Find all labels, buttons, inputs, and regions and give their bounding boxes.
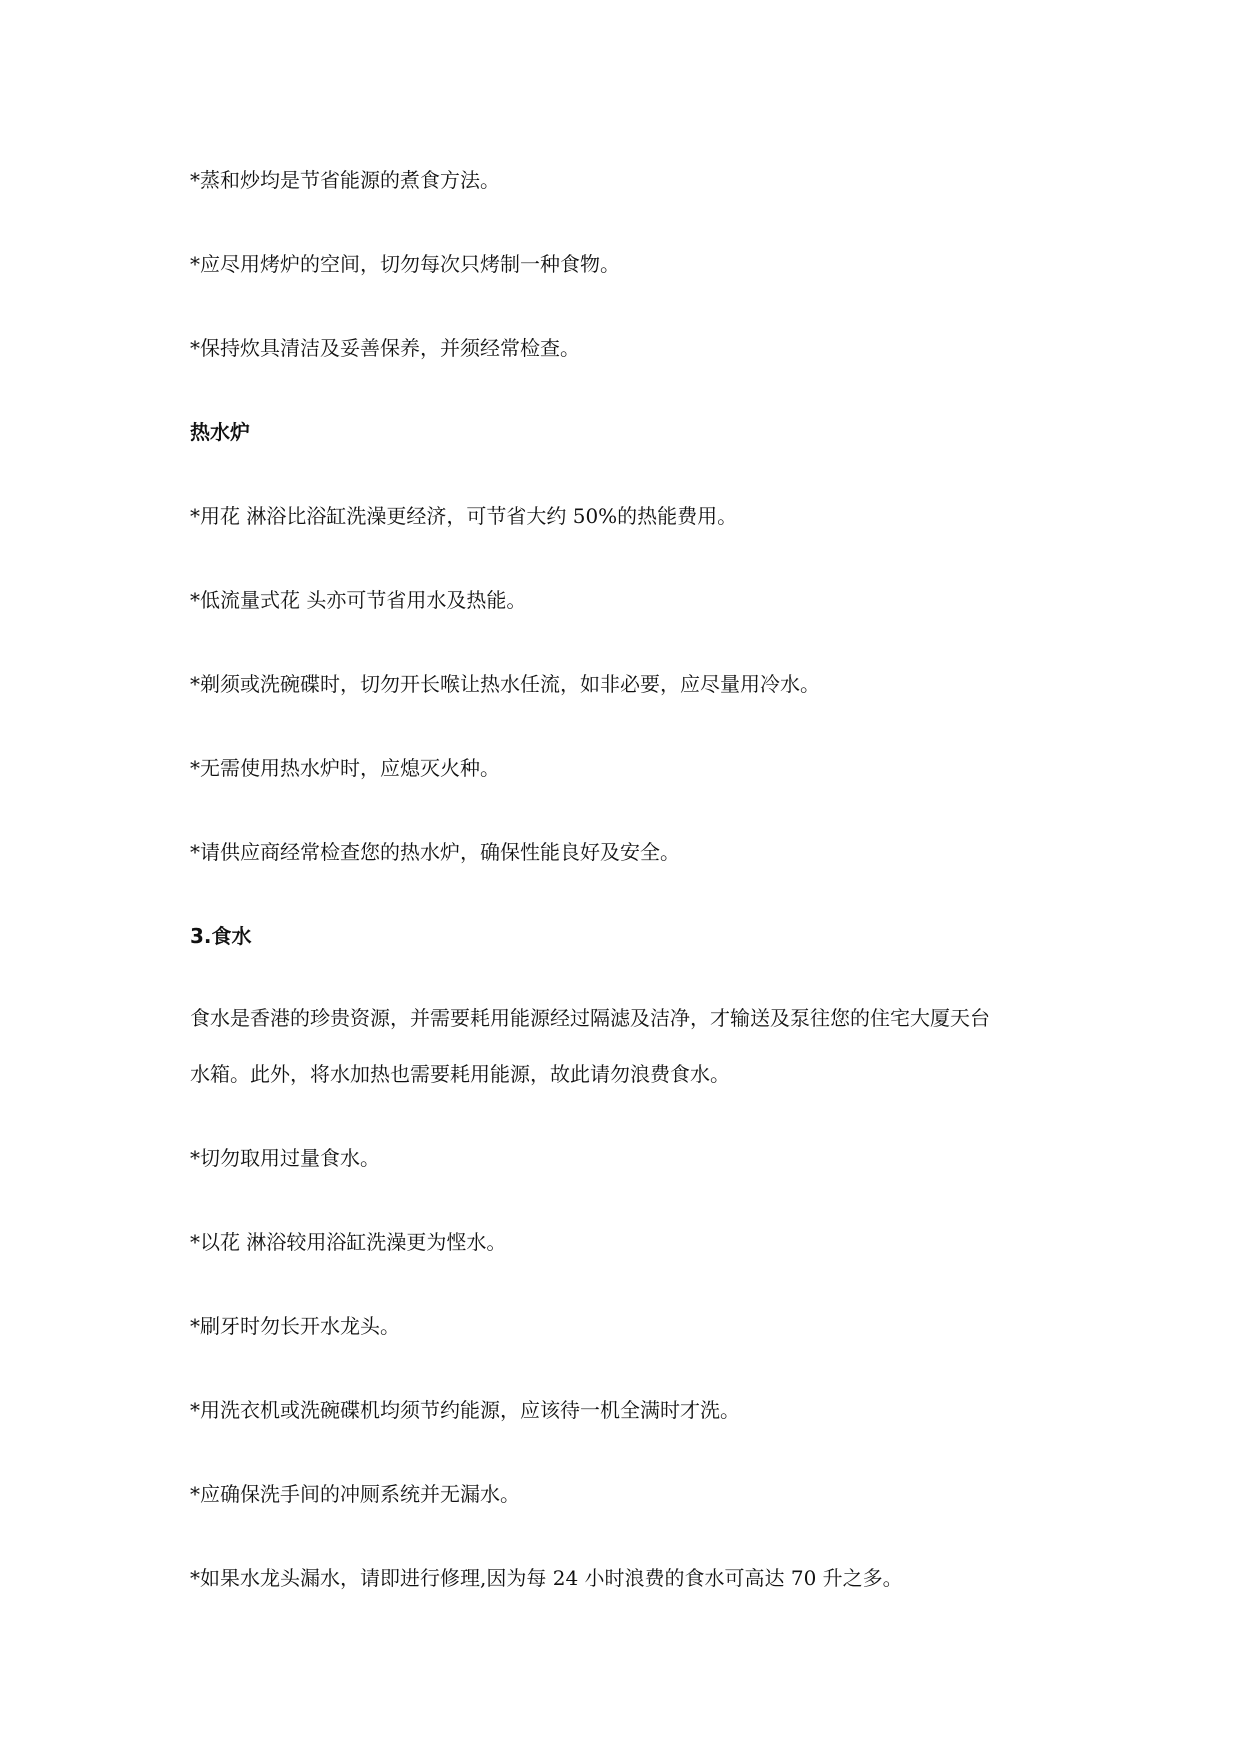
tip-shaving-dishes: *剃须或洗碗碟时，切勿开长喉让热水任流，如非必要，应尽量用冷水。	[190, 672, 820, 696]
water-intro-line-1: 食水是香港的珍贵资源，并需要耗用能源经过隔滤及洁净，才输送及泵往您的住宅大厦天台	[190, 1006, 990, 1030]
tip-no-excess-water: *切勿取用过量食水。	[190, 1146, 380, 1170]
heading-water: 3.食水	[190, 924, 252, 948]
tip-steam-stirfry: *蒸和炒均是节省能源的煮食方法。	[190, 168, 500, 192]
tip-shower-vs-bath: *用花 淋浴比浴缸洗澡更经济，可节省大约 50%的热能费用。	[190, 504, 738, 528]
heading-water-heater: 热水炉	[190, 420, 250, 444]
tip-full-load-wash: *用洗衣机或洗碗碟机均须节约能源，应该待一机全满时才洗。	[190, 1398, 740, 1422]
tip-low-flow-shower: *低流量式花 头亦可节省用水及热能。	[190, 588, 527, 612]
tip-turn-off-pilot: *无需使用热水炉时，应熄灭火种。	[190, 756, 500, 780]
tip-oven-space: *应尽用烤炉的空间，切勿每次只烤制一种食物。	[190, 252, 620, 276]
tip-heater-inspection: *请供应商经常检查您的热水炉，确保性能良好及安全。	[190, 840, 680, 864]
tip-brushing-tap: *刷牙时勿长开水龙头。	[190, 1314, 400, 1338]
tip-toilet-leak: *应确保洗手间的冲厕系统并无漏水。	[190, 1482, 520, 1506]
tip-tap-repair: *如果水龙头漏水，请即进行修理,因为每 24 小时浪费的食水可高达 70 升之多。	[190, 1566, 903, 1590]
tip-cookware-clean: *保持炊具清洁及妥善保养，并须经常检查。	[190, 336, 580, 360]
tip-shower-saves-water: *以花 淋浴较用浴缸洗澡更为悭水。	[190, 1230, 507, 1254]
water-intro-line-2: 水箱。此外，将水加热也需要耗用能源，故此请勿浪费食水。	[190, 1062, 730, 1086]
